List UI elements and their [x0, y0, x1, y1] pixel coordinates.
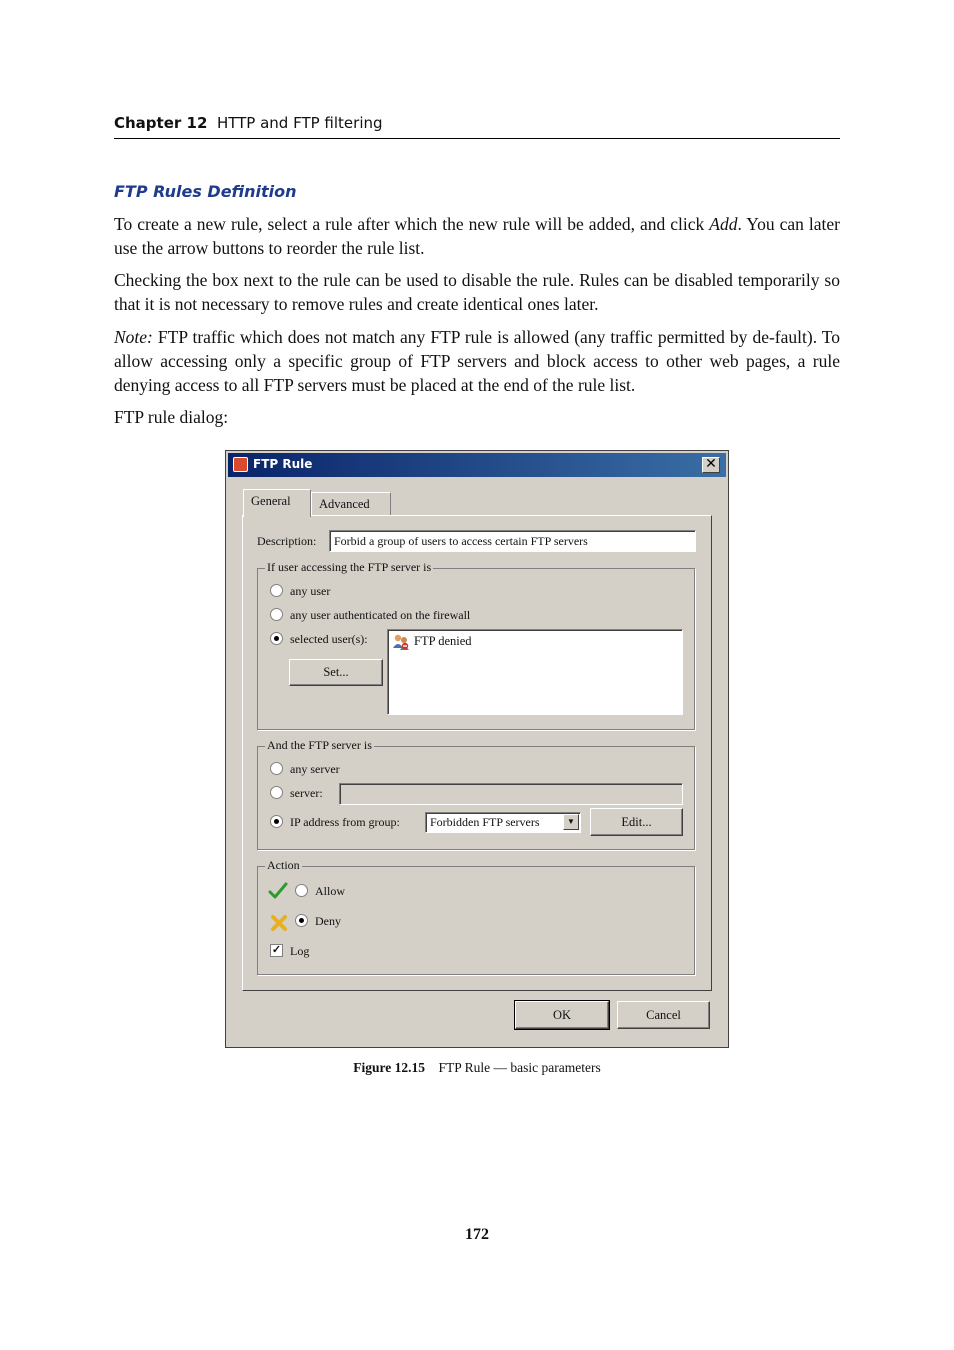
log-label: Log — [290, 944, 310, 958]
description-input[interactable]: Forbid a group of users to access certain FTP servers — [329, 530, 696, 552]
any-server-radio[interactable] — [270, 762, 283, 775]
app-icon — [233, 457, 248, 472]
authenticated-user-label: any user authenticated on the firewall — [290, 608, 471, 622]
chapter-title: HTTP and FTP filtering — [216, 114, 383, 132]
user-group-icon — [392, 633, 410, 651]
close-button[interactable]: ✕ — [702, 457, 720, 473]
dialog-title: FTP Rule — [253, 457, 313, 471]
description-label: Description: — [257, 534, 317, 548]
dialog-titlebar[interactable] — [228, 453, 726, 477]
section-title: FTP Rules Definition — [114, 182, 297, 201]
set-users-button[interactable]: Set... — [289, 659, 383, 686]
paragraph-1-text-end: . You can later use the arrow buttons to reorder the rule list. — [114, 214, 841, 258]
paragraph-2: Checking the box next to the rule can be used to disable the rule. Rules can be disabled temporarily so that it is not necessary to remove rules and create identical ones later. — [114, 270, 840, 314]
authenticated-user-radio[interactable] — [270, 608, 283, 621]
server-radio[interactable] — [270, 786, 283, 799]
any-server-label: any server — [290, 762, 340, 776]
figure-caption-text: FTP Rule — basic parameters — [438, 1060, 601, 1075]
paragraph-1 — [114, 212, 840, 260]
cancel-button[interactable]: Cancel — [617, 1001, 710, 1029]
figure-caption — [0, 1060, 954, 1076]
paragraph-1-text: To create a new rule, select a rule after which the new rule will be added, and click — [114, 214, 710, 234]
selected-users-label: selected user(s): — [290, 632, 368, 646]
deny-cross-icon — [270, 914, 288, 932]
chapter-label: Chapter 12 — [114, 114, 208, 132]
paragraph-1-emphasis: Add — [709, 214, 738, 234]
log-checkbox[interactable]: ✓ — [271, 944, 282, 956]
any-user-radio[interactable] — [270, 584, 283, 597]
any-user-label: any user — [290, 584, 331, 598]
server-input[interactable] — [339, 783, 683, 805]
note-label: Note: — [114, 327, 153, 347]
chevron-down-icon[interactable]: ▼ — [563, 814, 579, 830]
allow-label: Allow — [315, 884, 345, 898]
action-group-legend: Action — [267, 858, 300, 872]
deny-radio[interactable] — [295, 914, 308, 927]
tab-general[interactable]: General — [243, 489, 311, 517]
server-group-legend: And the FTP server is — [267, 738, 372, 752]
paragraph-3 — [114, 325, 840, 397]
selected-users-radio[interactable] — [270, 632, 283, 645]
server-label: server: — [290, 786, 323, 800]
selected-users-list[interactable] — [387, 629, 683, 715]
paragraph-3-text: FTP traffic which does not match any FTP rule is allowed (any traffic permitted by de-fault). To allow accessing only a specific group of FTP servers and block access to other web pages, a rule denying access to all FTP servers must be placed at the end of the rule list. — [114, 327, 840, 395]
ip-group-radio[interactable] — [270, 815, 283, 828]
ok-button[interactable]: OK — [515, 1001, 609, 1029]
paragraph-4: FTP rule dialog: — [114, 407, 229, 427]
ip-group-label: IP address from group: — [290, 815, 400, 829]
running-header — [114, 114, 840, 139]
figure-label: Figure 12.15 — [353, 1060, 426, 1075]
edit-group-button[interactable]: Edit... — [590, 808, 683, 836]
ip-group-select-value: Forbidden FTP servers — [430, 815, 540, 829]
user-entry-label: FTP denied — [414, 634, 472, 648]
tab-advanced[interactable]: Advanced — [311, 492, 391, 516]
user-group-legend: If user accessing the FTP server is — [267, 560, 432, 574]
allow-radio[interactable] — [295, 884, 308, 897]
deny-label: Deny — [315, 914, 341, 928]
checkmark-icon — [268, 881, 288, 901]
page-number: 172 — [465, 1226, 489, 1243]
ip-group-select[interactable] — [425, 812, 581, 833]
